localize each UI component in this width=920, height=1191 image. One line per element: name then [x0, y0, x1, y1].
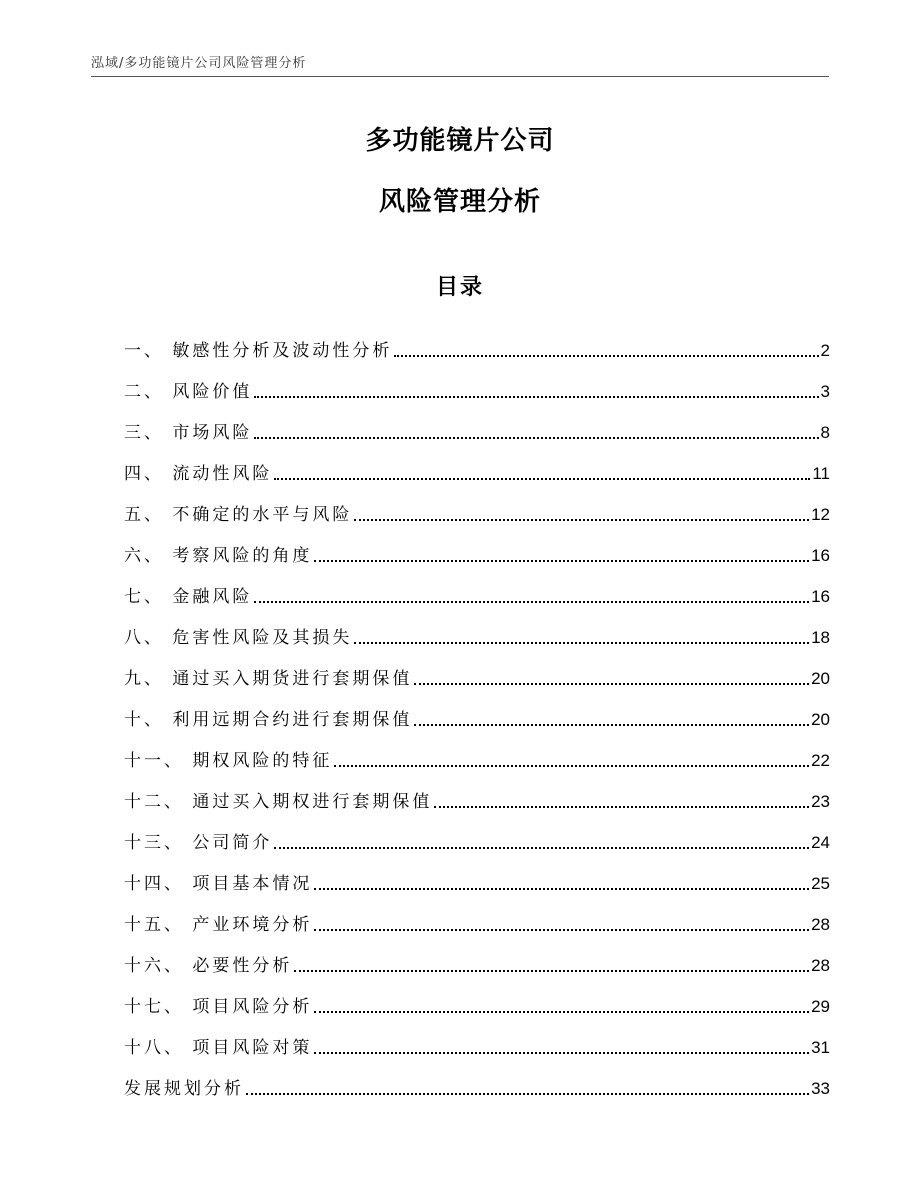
- toc-entry-page: 2: [820, 341, 830, 360]
- toc-leader-dots: [314, 1011, 809, 1013]
- toc-entry-page: 25: [811, 874, 830, 893]
- header-rule: [91, 76, 829, 77]
- toc-entry-label: 十六、 必要性分析: [124, 956, 293, 976]
- toc-entry[interactable]: [124, 732, 830, 773]
- toc-entry[interactable]: [124, 609, 830, 650]
- toc-leader-dots: [414, 683, 809, 685]
- toc-entry-page: 8: [820, 423, 830, 442]
- toc-entry-label: 九、 通过买入期货进行套期保值: [124, 669, 413, 689]
- toc-entry-label: 十四、 项目基本情况: [124, 874, 313, 894]
- toc-entry[interactable]: [124, 322, 830, 363]
- toc-entry-page: 11: [812, 464, 830, 483]
- toc-entry-label: 十五、 产业环境分析: [124, 915, 313, 935]
- toc-leader-dots: [254, 396, 818, 398]
- toc-entry-page: 23: [811, 792, 830, 811]
- toc-entry-label: 七、 金融风险: [124, 587, 253, 607]
- toc-entry-label: 五、 不确定的水平与风险: [124, 505, 353, 525]
- document-title-line-2: 风险管理分析: [378, 187, 541, 217]
- toc-entry-page: 20: [811, 710, 830, 729]
- toc-heading: 目录: [435, 275, 484, 300]
- toc-entry[interactable]: [124, 1060, 830, 1101]
- toc-leader-dots: [254, 437, 818, 439]
- toc-leader-dots: [354, 642, 809, 644]
- toc-leader-dots: [354, 519, 809, 521]
- toc-entry[interactable]: [124, 445, 830, 486]
- toc-entry-page: 28: [811, 956, 830, 975]
- toc-entry-page: 22: [811, 751, 830, 770]
- toc-leader-dots: [274, 478, 810, 480]
- toc-entry-page: 24: [811, 833, 830, 852]
- running-header: 泓域/多功能镜片公司风险管理分析: [91, 56, 307, 71]
- toc-entry-label: 十、 利用远期合约进行套期保值: [124, 710, 413, 730]
- toc-leader-dots: [254, 601, 809, 603]
- toc-entry-page: 3: [820, 382, 830, 401]
- toc-entry[interactable]: [124, 650, 830, 691]
- toc-entry-label: 二、 风险价值: [124, 382, 253, 402]
- toc-leader-dots: [246, 1093, 809, 1095]
- toc-entry[interactable]: [124, 527, 830, 568]
- toc-entry[interactable]: [124, 773, 830, 814]
- toc-entry-label: 三、 市场风险: [124, 423, 253, 443]
- toc-entry-label: 六、 考察风险的角度: [124, 546, 313, 566]
- toc-entry-page: 16: [811, 546, 830, 565]
- toc-leader-dots: [314, 888, 809, 890]
- toc-entry-page: 18: [811, 628, 830, 647]
- toc-entry-label: 十七、 项目风险分析: [124, 997, 313, 1017]
- toc-leader-dots: [294, 970, 809, 972]
- toc-entry-label: 四、 流动性风险: [124, 464, 273, 484]
- toc-entry-label: 一、 敏感性分析及波动性分析: [124, 341, 393, 361]
- toc-entry-page: 28: [811, 915, 830, 934]
- toc-entry[interactable]: [124, 978, 830, 1019]
- toc-entry[interactable]: [124, 855, 830, 896]
- toc-entry[interactable]: [124, 691, 830, 732]
- toc-entry[interactable]: [124, 1019, 830, 1060]
- table-of-contents: [124, 322, 830, 1101]
- toc-entry[interactable]: [124, 568, 830, 609]
- toc-leader-dots: [394, 355, 818, 357]
- toc-entry[interactable]: [124, 363, 830, 404]
- toc-leader-dots: [334, 765, 809, 767]
- toc-entry-page: 12: [811, 505, 830, 524]
- toc-leader-dots: [314, 1052, 809, 1054]
- toc-leader-dots: [314, 929, 809, 931]
- toc-entry-page: 33: [811, 1079, 830, 1098]
- toc-entry[interactable]: [124, 814, 830, 855]
- toc-entry-page: 31: [811, 1038, 830, 1057]
- toc-entry[interactable]: [124, 404, 830, 445]
- toc-leader-dots: [414, 724, 809, 726]
- document-title-line-1: 多功能镜片公司: [365, 126, 555, 156]
- toc-leader-dots: [274, 847, 809, 849]
- toc-leader-dots: [434, 806, 809, 808]
- toc-entry-label: 发展规划分析: [124, 1079, 244, 1099]
- toc-entry-label: 十二、 通过买入期权进行套期保值: [124, 792, 433, 812]
- toc-leader-dots: [314, 560, 809, 562]
- toc-entry[interactable]: [124, 486, 830, 527]
- toc-entry-label: 八、 危害性风险及其损失: [124, 628, 353, 648]
- toc-entry-page: 16: [811, 587, 830, 606]
- toc-entry[interactable]: [124, 896, 830, 937]
- toc-entry[interactable]: [124, 937, 830, 978]
- toc-entry-label: 十八、 项目风险对策: [124, 1038, 313, 1058]
- toc-entry-label: 十三、 公司简介: [124, 833, 273, 853]
- toc-entry-page: 20: [811, 669, 830, 688]
- toc-entry-page: 29: [811, 997, 830, 1016]
- toc-entry-label: 十一、 期权风险的特征: [124, 751, 333, 771]
